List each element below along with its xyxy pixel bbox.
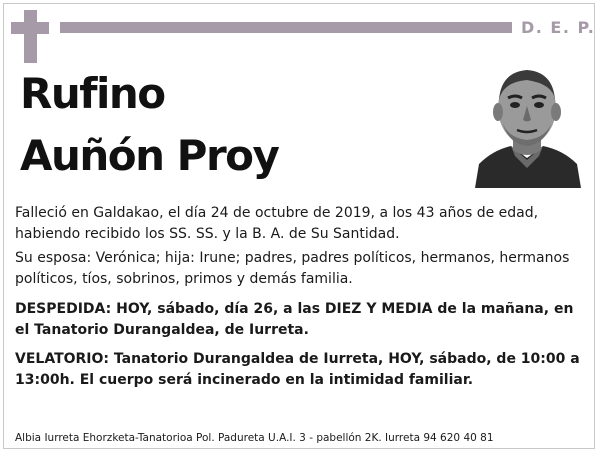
- cross-icon-arm: [11, 22, 49, 34]
- family-members: Su esposa: Verónica; hija: Irune; padres, padres políticos, hermanos, hermanos políticos, tíos, sobrinos, primos y demás familia.: [15, 250, 570, 287]
- surnames: Auñón Proy: [20, 131, 279, 180]
- cross-icon: [24, 10, 37, 63]
- portrait-photo: [473, 60, 581, 188]
- header-rule: [60, 22, 512, 33]
- first-name: Rufino: [20, 69, 165, 118]
- funeral-details: DESPEDIDA: HOY, sábado, día 26, a las DIEZ Y MEDIA de la mañana, en el Tanatorio Durangaldea, de Iurreta.: [15, 301, 574, 338]
- death-announcement: Falleció en Galdakao, el día 24 de octubre de 2019, a los 43 años de edad, habiendo recibido los SS. SS. y la B. A. de Su Santidad.: [15, 205, 539, 242]
- wake-details: VELATORIO: Tanatorio Durangaldea de Iurreta, HOY, sábado, de 10:00 a 13:00h. El cuerpo será incinerado en la intimidad familiar.: [15, 351, 580, 388]
- dep-label: D. E. P.: [521, 18, 596, 37]
- funeral-home-footer: Albia Iurreta Ehorzketa-Tanatorioa Pol. Padureta U.A.I. 3 - pabellón 2K. Iurreta 94 620 40 81: [15, 432, 494, 444]
